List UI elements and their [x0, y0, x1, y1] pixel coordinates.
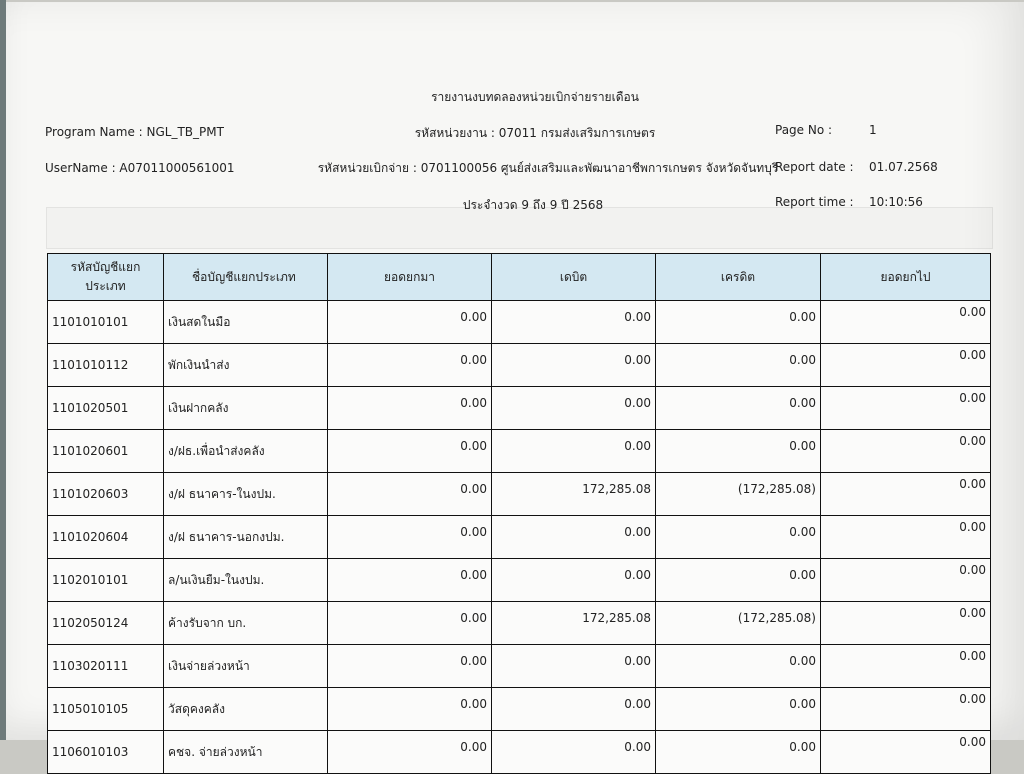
- table-row: [48, 301, 991, 344]
- account-code-cell: 1101020501: [48, 387, 164, 430]
- account-name-cell: เงินฝากคลัง: [164, 387, 328, 430]
- credit-cell: 0.00: [656, 387, 821, 430]
- table-row: [48, 430, 991, 473]
- table-row: [48, 516, 991, 559]
- closing-balance-cell: 0.00: [821, 602, 991, 645]
- debit-cell: 172,285.08: [492, 602, 656, 645]
- account-code-cell: 1105010105: [48, 688, 164, 731]
- debit-cell: 172,285.08: [492, 473, 656, 516]
- opening-balance-cell: 0.00: [328, 430, 492, 473]
- closing-balance-cell: 0.00: [821, 645, 991, 688]
- debit-cell: 0.00: [492, 387, 656, 430]
- account-code-cell: 1106010103: [48, 731, 164, 774]
- header-credit: เครดิต: [656, 254, 821, 301]
- debit-cell: 0.00: [492, 688, 656, 731]
- header-opening-balance: ยอดยกมา: [328, 254, 492, 301]
- opening-balance-cell: 0.00: [328, 516, 492, 559]
- account-name-cell: พักเงินนำส่ง: [164, 344, 328, 387]
- credit-cell: 0.00: [656, 301, 821, 344]
- account-name-cell: ล/นเงินยืม-ในงปม.: [164, 559, 328, 602]
- account-name-cell: เงินจ่ายล่วงหน้า: [164, 645, 328, 688]
- credit-cell: (172,285.08): [656, 473, 821, 516]
- credit-cell: 0.00: [656, 559, 821, 602]
- credit-cell: 0.00: [656, 430, 821, 473]
- header-closing-balance: ยอดยกไป: [821, 254, 991, 301]
- report-title: รายงานงบทดลองหน่วยเบิกจ่ายรายเดือน: [431, 90, 639, 104]
- opening-balance-cell: 0.00: [328, 473, 492, 516]
- account-code-cell: 1102050124: [48, 602, 164, 645]
- report-date-label: Report date :: [775, 160, 854, 174]
- debit-cell: 0.00: [492, 301, 656, 344]
- table-row: [48, 387, 991, 430]
- credit-cell: 0.00: [656, 645, 821, 688]
- disbursing-unit-line: รหัสหน่วยเบิกจ่าย : 0701100056 ศูนย์ส่งเสริมและพัฒนาอาชีพการเกษตร จังหวัดจันทบุรี: [317, 161, 779, 175]
- closing-balance-cell: 0.00: [821, 473, 991, 516]
- account-code-cell: 1103020111: [48, 645, 164, 688]
- opening-balance-cell: 0.00: [328, 688, 492, 731]
- opening-balance-cell: 0.00: [328, 301, 492, 344]
- closing-balance-cell: 0.00: [821, 559, 991, 602]
- account-code-cell: 1101020604: [48, 516, 164, 559]
- table-header-row: [48, 254, 991, 301]
- opening-balance-cell: 0.00: [328, 559, 492, 602]
- closing-balance-cell: 0.00: [821, 344, 991, 387]
- closing-balance-cell: 0.00: [821, 430, 991, 473]
- page-no-value: 1: [869, 123, 877, 137]
- account-name-cell: คชจ. จ่ายล่วงหน้า: [164, 731, 328, 774]
- table-row: [48, 688, 991, 731]
- username: UserName : A07011000561001: [45, 161, 235, 175]
- page-no-label: Page No :: [775, 123, 833, 137]
- account-code-cell: 1101020603: [48, 473, 164, 516]
- table-row: [48, 731, 991, 774]
- account-name-cell: ค้างรับจาก บก.: [164, 602, 328, 645]
- report-time-label: Report time :: [775, 195, 854, 209]
- account-code-cell: 1101020601: [48, 430, 164, 473]
- debit-cell: 0.00: [492, 559, 656, 602]
- credit-cell: 0.00: [656, 344, 821, 387]
- program-name: Program Name : NGL_TB_PMT: [45, 125, 224, 139]
- header-account-code: รหัสบัญชีแยกประเภท: [48, 254, 164, 301]
- debit-cell: 0.00: [492, 344, 656, 387]
- account-code-cell: 1101010101: [48, 301, 164, 344]
- account-name-cell: เงินสดในมือ: [164, 301, 328, 344]
- debit-cell: 0.00: [492, 430, 656, 473]
- closing-balance-cell: 0.00: [821, 301, 991, 344]
- closing-balance-cell: 0.00: [821, 731, 991, 774]
- closing-balance-cell: 0.00: [821, 516, 991, 559]
- trial-balance-table: [47, 253, 991, 774]
- account-code-cell: 1101010112: [48, 344, 164, 387]
- account-name-cell: ง/ฝ ธนาคาร-ในงปม.: [164, 473, 328, 516]
- opening-balance-cell: 0.00: [328, 645, 492, 688]
- debit-cell: 0.00: [492, 731, 656, 774]
- debit-cell: 0.00: [492, 645, 656, 688]
- report-time-value: 10:10:56: [869, 195, 923, 209]
- credit-cell: 0.00: [656, 688, 821, 731]
- opening-balance-cell: 0.00: [328, 387, 492, 430]
- table-row: [48, 559, 991, 602]
- table-row: [48, 602, 991, 645]
- credit-cell: 0.00: [656, 731, 821, 774]
- closing-balance-cell: 0.00: [821, 688, 991, 731]
- account-code-cell: 1102010101: [48, 559, 164, 602]
- table-row: [48, 645, 991, 688]
- debit-cell: 0.00: [492, 516, 656, 559]
- opening-balance-cell: 0.00: [328, 344, 492, 387]
- table-row: [48, 473, 991, 516]
- header-debit: เดบิต: [492, 254, 656, 301]
- opening-balance-cell: 0.00: [328, 602, 492, 645]
- credit-cell: (172,285.08): [656, 602, 821, 645]
- report-date-value: 01.07.2568: [869, 160, 938, 174]
- period-line: ประจำงวด 9 ถึง 9 ปี 2568: [462, 198, 604, 212]
- credit-cell: 0.00: [656, 516, 821, 559]
- account-name-cell: ง/ฝ ธนาคาร-นอกงปม.: [164, 516, 328, 559]
- opening-balance-cell: 0.00: [328, 731, 492, 774]
- table-row: [48, 344, 991, 387]
- account-name-cell: ง/ฝธ.เพื่อนำส่งคลัง: [164, 430, 328, 473]
- header-account-name: ชื่อบัญชีแยกประเภท: [164, 254, 328, 301]
- closing-balance-cell: 0.00: [821, 387, 991, 430]
- agency-line: รหัสหน่วยงาน : 07011 กรมส่งเสริมการเกษตร: [414, 126, 656, 140]
- account-name-cell: วัสดุคงคลัง: [164, 688, 328, 731]
